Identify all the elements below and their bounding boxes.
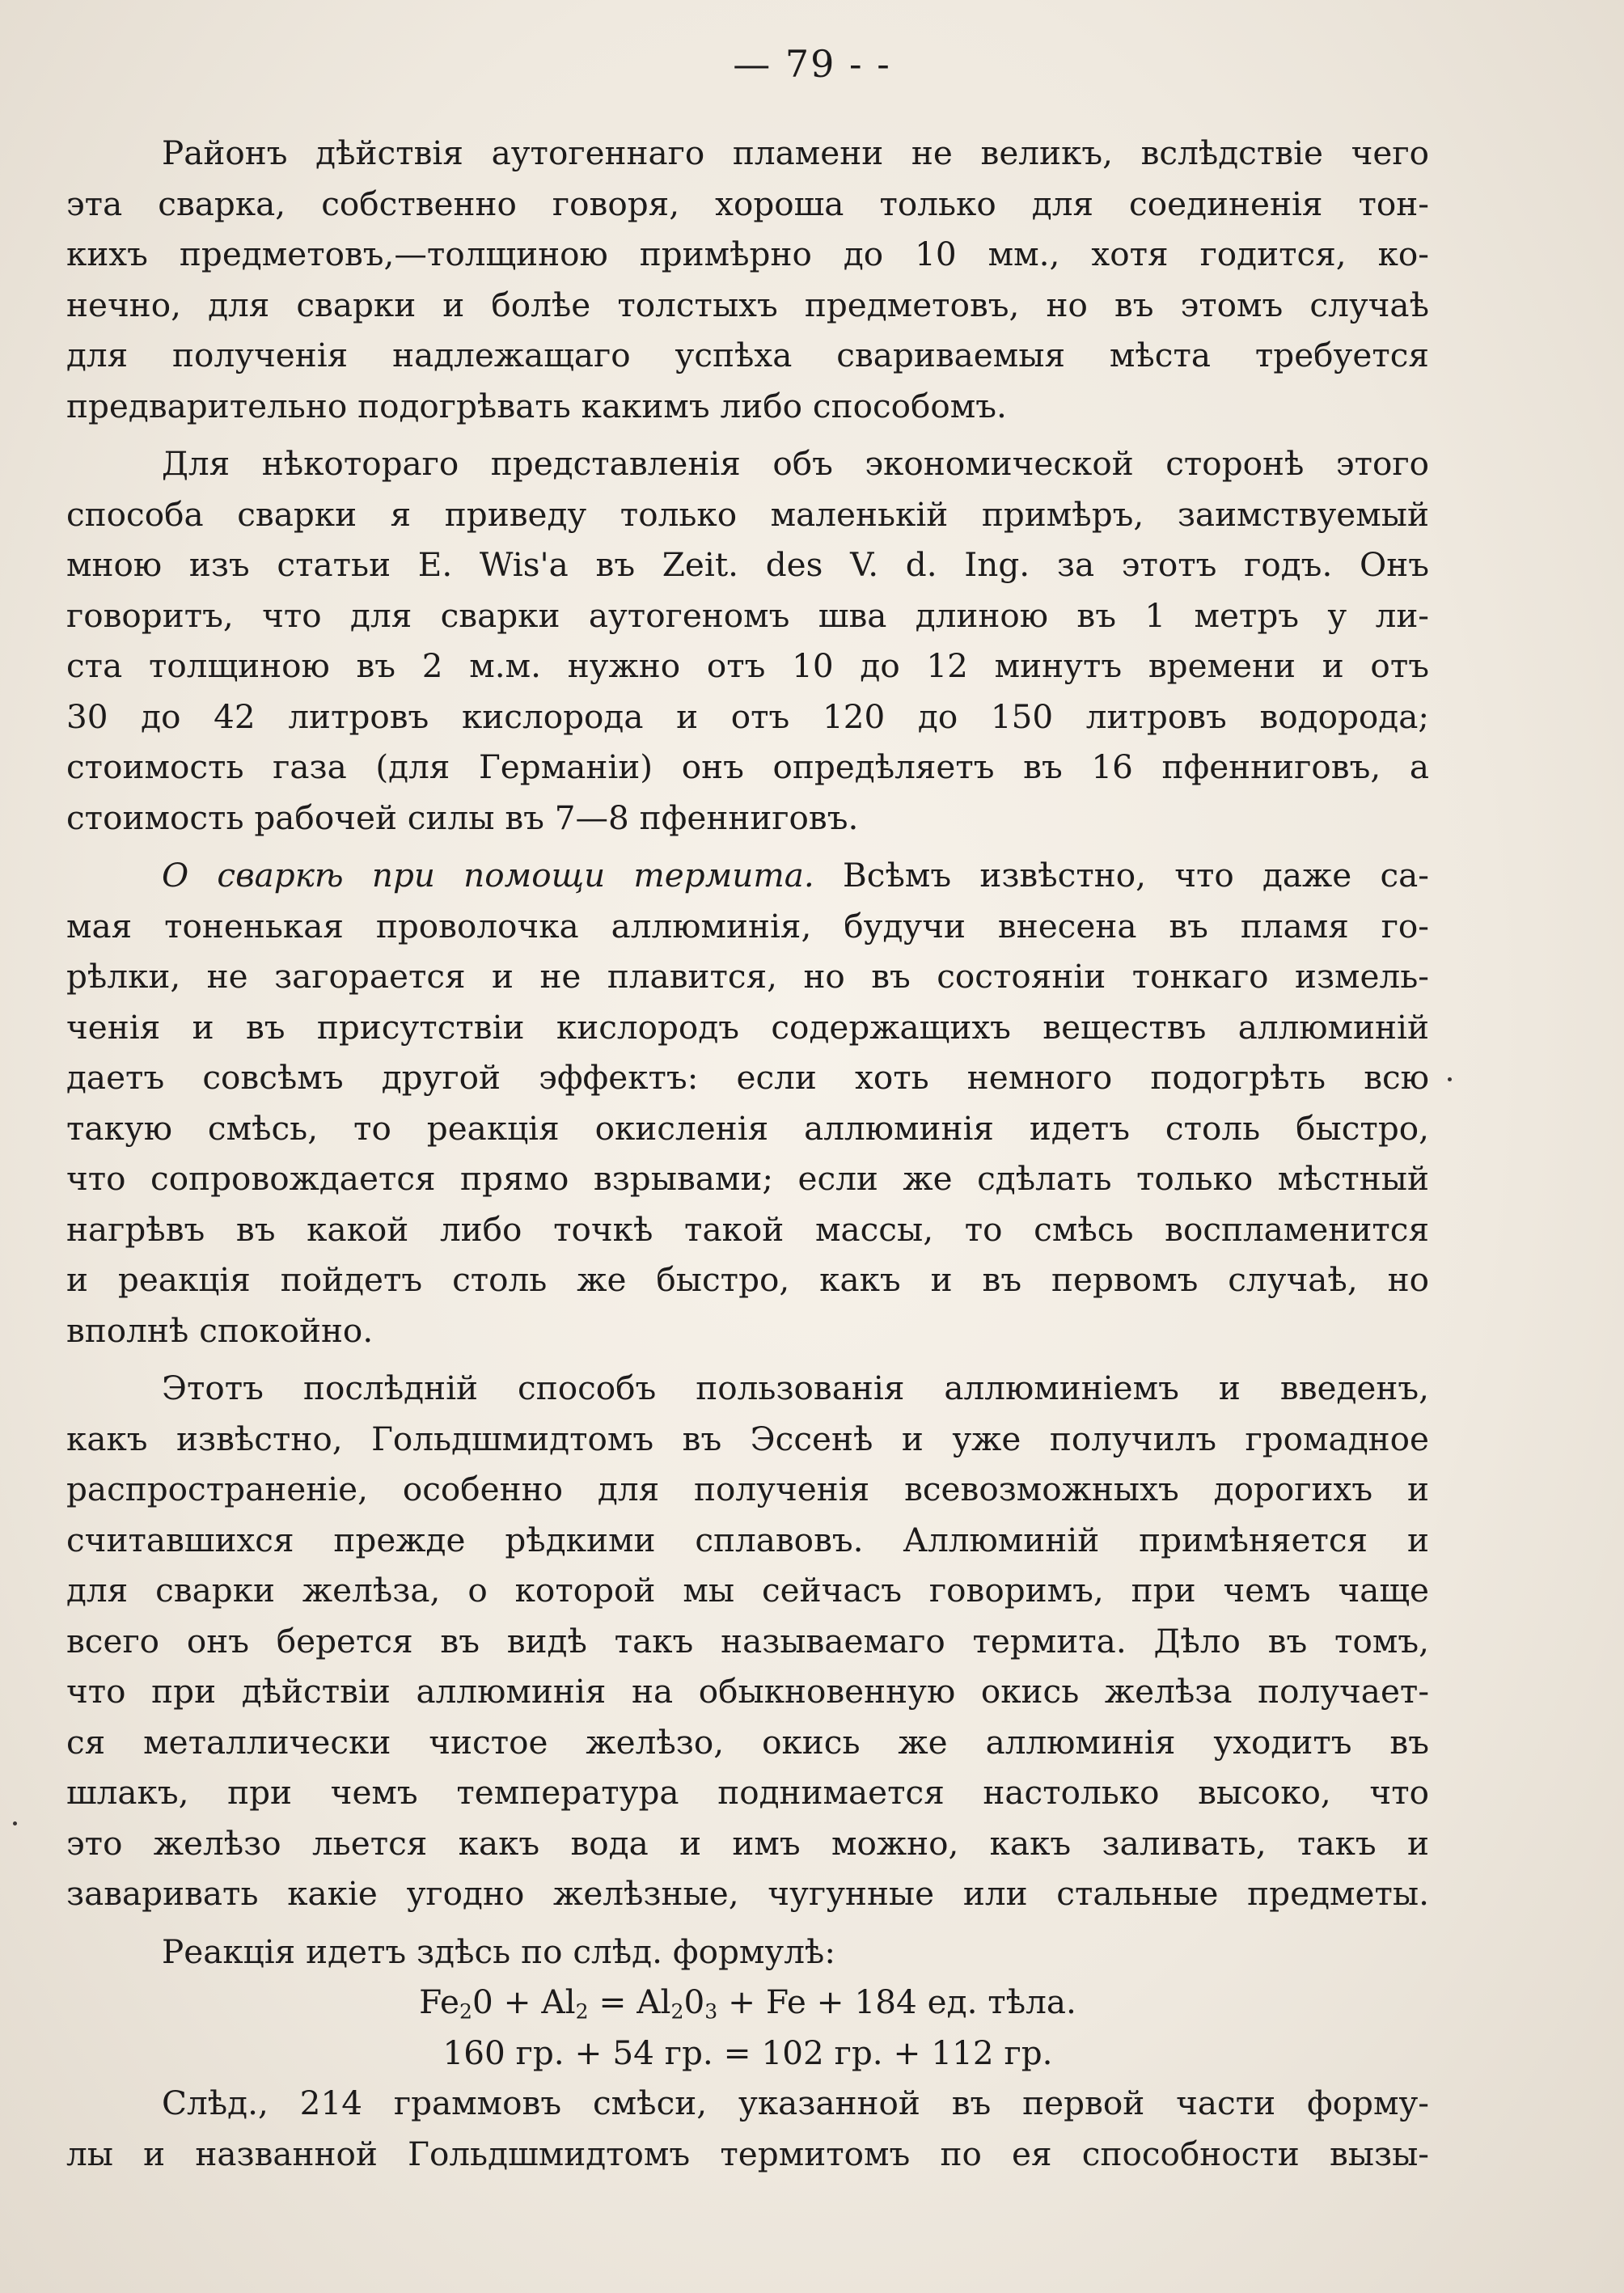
text-line: распространеніе, особенно для полученія всевозможныхъ дорогихъ и	[66, 1470, 1429, 1508]
text-line: способа сварки я приведу только маленькій примѣръ, заимствуемый	[66, 494, 1429, 534]
text-line: что сопровождается прямо взрывами; если же сдѣлать только мѣстный	[66, 1159, 1429, 1198]
text-line: Слѣд., 214 граммовъ смѣси, указанной въ первой части форму-	[162, 2084, 1429, 2122]
text-line: стоимость рабочей силы въ 7—8 пфенниговъ.	[66, 797, 859, 837]
print-speck	[1448, 1077, 1452, 1081]
text-line: эта сварка, собственно говоря, хороша только для соединенія тон-	[66, 184, 1429, 223]
text-line: даетъ совсѣмъ другой эффектъ: если хоть немного подогрѣть всю	[66, 1058, 1429, 1097]
text-line: всего онъ берется въ видѣ такъ называемаго термита. Дѣло въ томъ,	[66, 1621, 1429, 1661]
text-line: это желѣзо льется какъ вода и имъ можно, какъ заливать, такъ и	[66, 1823, 1429, 1863]
text-line: что при дѣйствіи аллюминія на обыкновенную окись желѣза получает-	[66, 1672, 1429, 1711]
paragraph-3	[66, 850, 1429, 1356]
text-line: и реакція пойдетъ столь же быстро, какъ и въ первомъ случаѣ, но	[66, 1260, 1429, 1299]
text-line: нагрѣвъ въ какой либо точкѣ такой массы, то смѣсь воспламенится	[66, 1209, 1429, 1249]
print-speck	[13, 1821, 17, 1826]
text-line: шлакъ, при чемъ температура поднимается настолько высоко, что	[66, 1773, 1429, 1812]
text-line: ся металлически чистое желѣзо, окись же аллюминія уходитъ въ	[66, 1722, 1429, 1762]
text-line: ченія и въ присутствіи кислородъ содержащихъ веществъ аллюминій	[66, 1007, 1429, 1047]
paragraph-1	[66, 128, 1429, 431]
formula-block	[66, 1977, 1429, 2078]
text-line: ста толщиною въ 2 м.м. нужно отъ 10 до 12 минутъ времени и отъ	[66, 646, 1429, 685]
section-heading-inline: О сваркѣ при помощи термита.	[162, 856, 814, 895]
paragraph-5	[66, 1927, 1429, 1978]
text-line: нечно, для сварки и болѣе толстыхъ предметовъ, но въ этомъ случаѣ	[66, 285, 1429, 324]
text-line: Этотъ послѣдній способъ пользованія аллюминіемъ и введенъ,	[162, 1369, 1429, 1407]
text-line: стоимость газа (для Германіи) онъ опредѣляетъ въ 16 пфенниговъ, а	[66, 747, 1429, 786]
text-line: для сварки желѣза, о которой мы сейчасъ говоримъ, при чемъ чаще	[66, 1571, 1429, 1610]
text-line: вполнѣ спокойно.	[66, 1310, 374, 1350]
page-body	[66, 128, 1429, 2179]
text-line: Для нѣкотораго представленія объ экономической сторонѣ этого	[162, 444, 1429, 483]
text-line: заваривать какіе угодно желѣзные, чугунные или стальные предметы.	[66, 1874, 1429, 1913]
page-number: — 79 - -	[733, 42, 891, 86]
text-line	[66, 850, 1429, 901]
text-line: мая тоненькая проволочка аллюминія, будучи внесена въ пламя го-	[66, 906, 1429, 946]
paragraph-4	[66, 1363, 1429, 1919]
text-line: рѣлки, не загорается и не плавится, но въ состояніи тонкаго измель-	[66, 957, 1429, 996]
text-line: Реакція идетъ здѣсь по слѣд. формулѣ:	[162, 1931, 835, 1971]
text-line: мною изъ статьи E. Wis'a въ Zeit. des V. d. Ing. за этотъ годъ. Онъ	[66, 545, 1429, 584]
mass-equation: 160 гр. + 54 гр. = 102 гр. + 112 гр.	[442, 2033, 1053, 2072]
text-line: говоритъ, что для сварки аутогеномъ шва длиною въ 1 метръ у ли-	[66, 595, 1429, 635]
text-line: для полученія надлежащаго успѣха свариваемыя мѣста требуется	[66, 336, 1429, 374]
text-run: Всѣмъ извѣстно, что даже са-	[814, 856, 1429, 895]
text-line: предварительно подогрѣвать какимъ либо способомъ.	[66, 386, 1007, 425]
text-line: лы и названной Гольдшмидтомъ термитомъ по ея способности вызы-	[66, 2134, 1429, 2173]
reaction-equation: $Fe_20 + Al_2 = Al_20_3 + Fe + 184$ ед. тѣла.	[419, 1982, 1076, 2024]
paragraph-2	[66, 438, 1429, 843]
text-line: Районъ дѣйствія аутогеннаго пламени не великъ, вслѣдствіе чего	[162, 133, 1429, 172]
text-line: такую смѣсь, то реакція окисленія аллюминія идетъ столь быстро,	[66, 1108, 1429, 1148]
text-line: считавшихся прежде рѣдкими сплавовъ. Аллюминій примѣняется и	[66, 1520, 1429, 1559]
paragraph-6	[66, 2078, 1429, 2179]
text-line: какъ извѣстно, Гольдшмидтомъ въ Эссенѣ и уже получилъ громадное	[66, 1419, 1429, 1458]
text-line: 30 до 42 литровъ кислорода и отъ 120 до 150 литровъ водорода;	[66, 696, 1429, 736]
text-line: кихъ предметовъ,—толщиною примѣрно до 10 мм., хотя годится, ко-	[66, 235, 1429, 273]
